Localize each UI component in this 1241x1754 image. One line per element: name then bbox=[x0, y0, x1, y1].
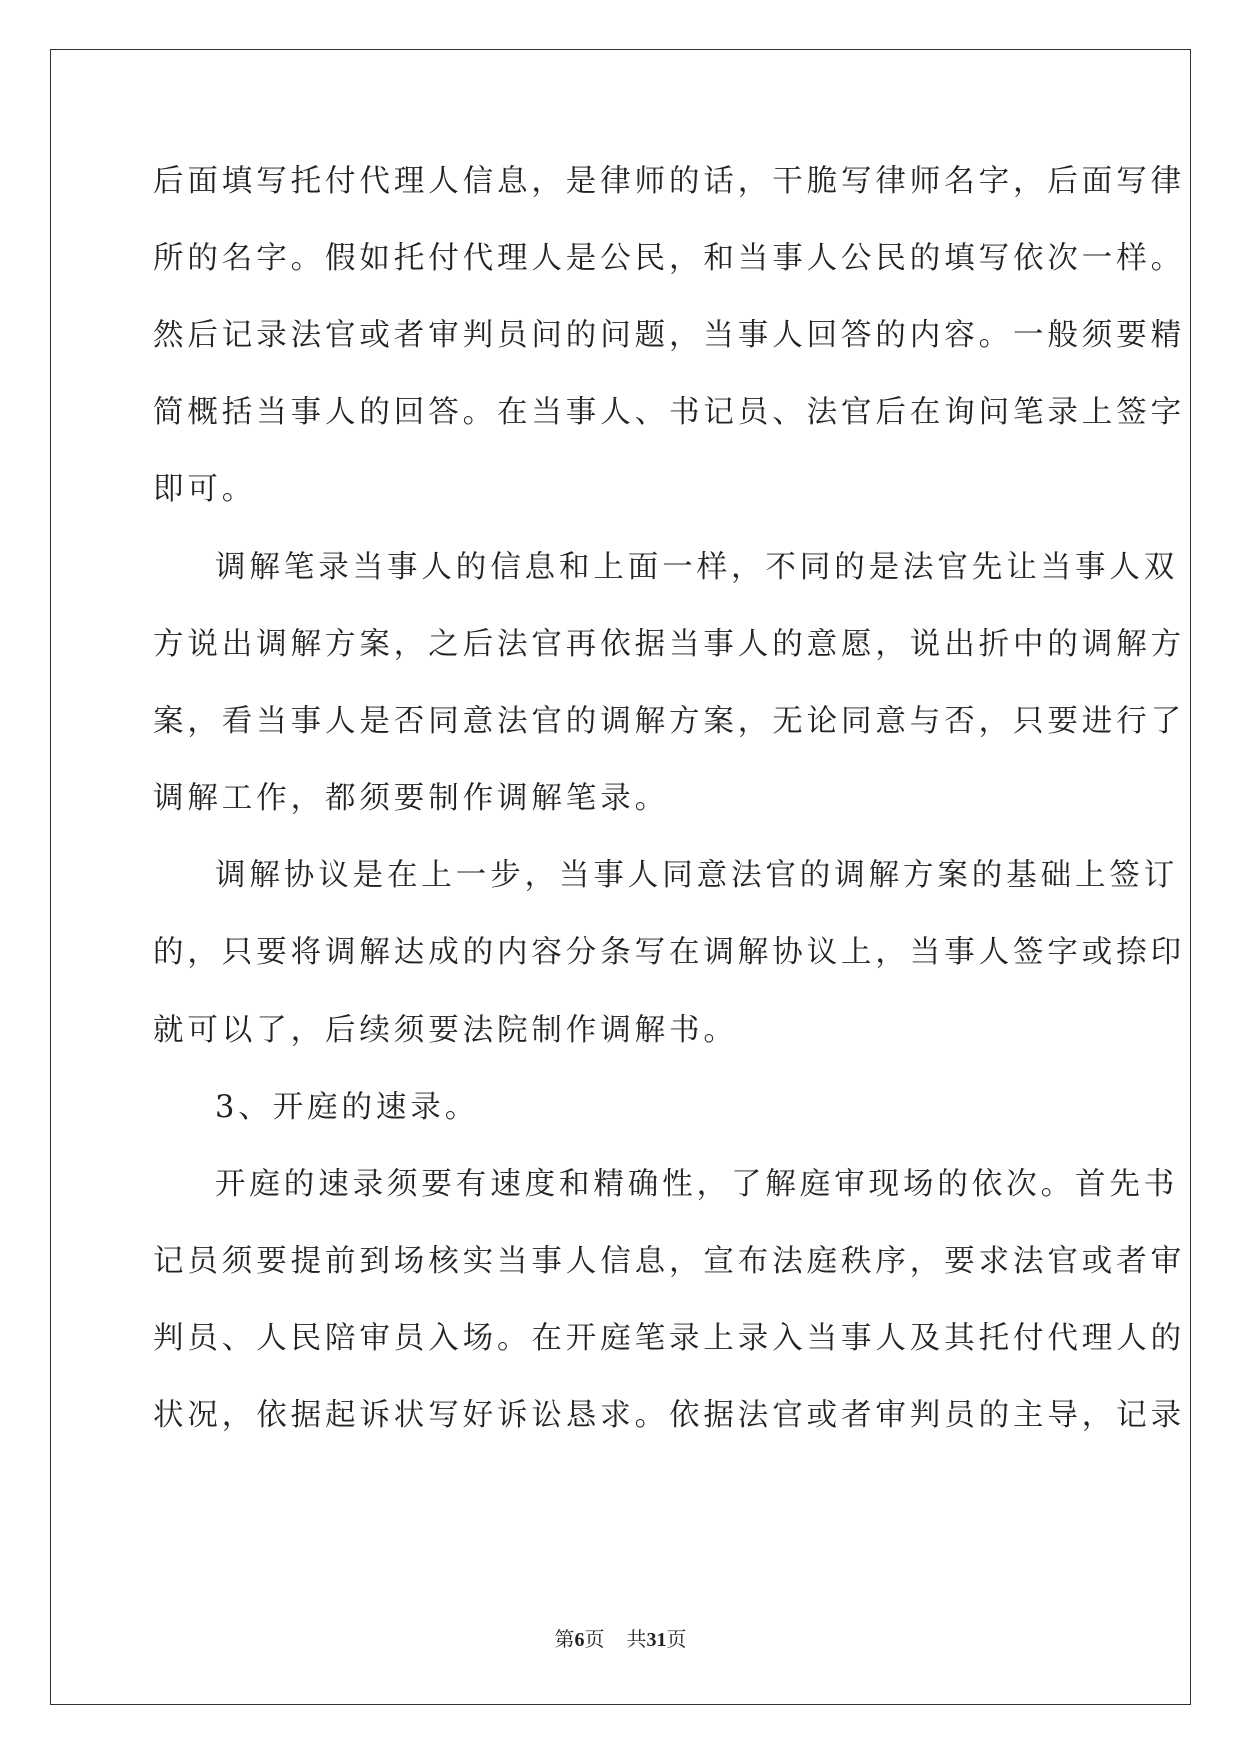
total-prefix: 共 bbox=[626, 1627, 647, 1651]
text-line: 简概括当事人的回答。在当事人、书记员、法官后在询问笔录上签字 bbox=[153, 395, 1185, 430]
total-suffix: 页 bbox=[666, 1627, 687, 1651]
page-suffix: 页 bbox=[584, 1627, 605, 1651]
total-pages: 31 bbox=[646, 1629, 667, 1651]
text-line: 记员须要提前到场核实当事人信息，宣布法庭秩序，要求法官或者审 bbox=[153, 1244, 1185, 1279]
text-line: 方说出调解方案，之后法官再依据当事人的意愿，说出折中的调解方 bbox=[153, 627, 1185, 662]
paragraph-start-line: 调解协议是在上一步，当事人同意法官的调解方案的基础上签订 bbox=[215, 858, 1179, 893]
text-line: 然后记录法官或者审判员问的问题，当事人回答的内容。一般须要精 bbox=[153, 318, 1185, 353]
text-line: 调解工作，都须要制作调解笔录。 bbox=[153, 781, 669, 816]
text-line: 案，看当事人是否同意法官的调解方案，无论同意与否，只要进行了 bbox=[153, 704, 1185, 739]
text-line: 后面填写托付代理人信息，是律师的话，干脆写律师名字，后面写律 bbox=[153, 164, 1185, 199]
page-number: 6 bbox=[574, 1629, 585, 1651]
paragraph-start-line: 开庭的速录须要有速度和精确性，了解庭审现场的依次。首先书 bbox=[215, 1167, 1179, 1202]
text-line: 判员、人民陪审员入场。在开庭笔录上录入当事人及其托付代理人的 bbox=[153, 1321, 1185, 1356]
section-heading: 3、开庭的速录。 bbox=[215, 1090, 480, 1125]
text-line: 的，只要将调解达成的内容分条写在调解协议上，当事人签字或捺印 bbox=[153, 935, 1185, 970]
page-footer bbox=[0, 1626, 1241, 1653]
text-line: 就可以了，后续须要法院制作调解书。 bbox=[153, 1013, 738, 1048]
page-prefix: 第 bbox=[554, 1627, 575, 1651]
text-line: 所的名字。假如托付代理人是公民，和当事人公民的填写依次一样。 bbox=[153, 241, 1185, 276]
paragraph-start-line: 调解笔录当事人的信息和上面一样，不同的是法官先让当事人双 bbox=[215, 550, 1179, 585]
text-line: 状况，依据起诉状写好诉讼恳求。依据法官或者审判员的主导，记录 bbox=[153, 1398, 1185, 1433]
text-line: 即可。 bbox=[153, 472, 257, 507]
